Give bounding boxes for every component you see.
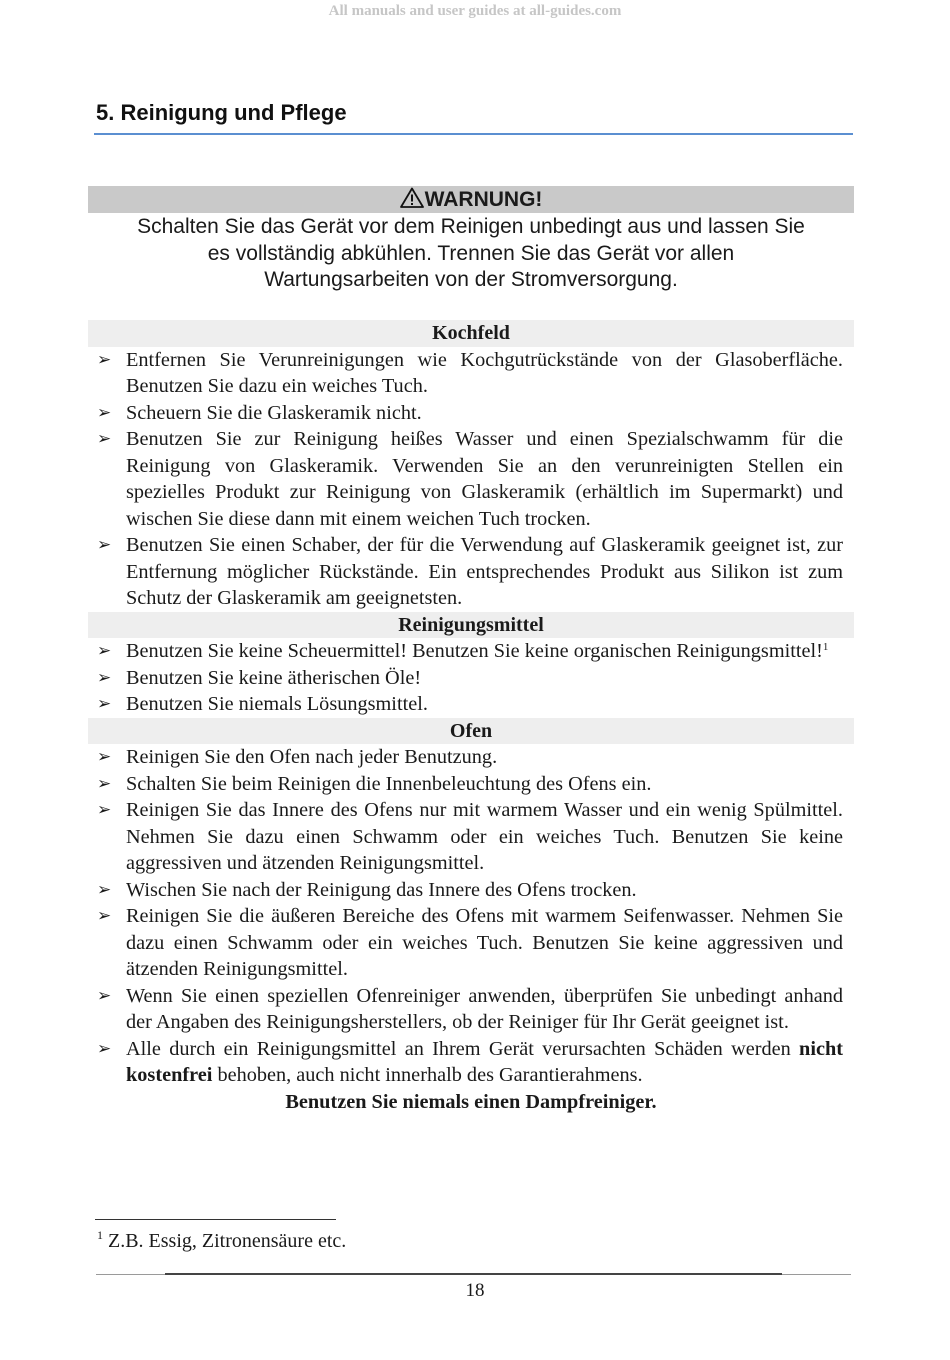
watermark: All manuals and user guides at all-guides.com	[328, 3, 622, 19]
cleaning-content	[88, 320, 854, 1115]
heading-ofen: Ofen	[88, 718, 854, 745]
warning-text	[88, 214, 854, 294]
arrow-bullet-icon: ➢	[97, 641, 112, 661]
list-item	[88, 638, 854, 665]
warning-heading-bar	[88, 186, 854, 213]
warning-heading: WARNUNG!	[424, 188, 543, 211]
warning-triangle-icon	[400, 187, 424, 208]
list-item	[88, 1036, 854, 1089]
arrow-bullet-icon: ➢	[97, 535, 112, 555]
arrow-bullet-icon: ➢	[97, 1038, 112, 1059]
page-number: 18	[465, 1280, 485, 1301]
arrow-bullet-icon: ➢	[97, 349, 112, 370]
list-item-text: behoben, auch nicht innerhalb des Garantierahmens.	[212, 1064, 643, 1086]
list-item	[88, 426, 854, 532]
list-item	[88, 744, 854, 771]
footer-rule-accent	[165, 1273, 782, 1275]
list-item	[88, 532, 854, 612]
list-item-text: Wenn Sie einen speziellen Ofenreiniger anwenden, überprüfen Sie unbedingt anhand der Angaben des Reinigungsherstellers, ob der Reiniger für Ihr Gerät geeignet ist.	[126, 984, 843, 1033]
list-item	[88, 691, 854, 718]
list-item-text: Benutzen Sie keine Scheuermittel! Benutzen Sie keine organischen Reinigungsmittel!	[126, 640, 823, 662]
list-item-text: Scheuern Sie die Glaskeramik nicht.	[126, 401, 422, 424]
arrow-bullet-icon: ➢	[97, 402, 112, 423]
arrow-bullet-icon: ➢	[97, 879, 112, 900]
footnote-text: Z.B. Essig, Zitronensäure etc.	[103, 1230, 347, 1252]
list-item-text: Schalten Sie beim Reinigen die Innenbeleuchtung des Ofens ein.	[126, 772, 652, 795]
arrow-bullet-icon: ➢	[97, 429, 112, 449]
list-item	[88, 877, 854, 904]
list-item-text: Benutzen Sie niemals Lösungsmittel.	[126, 693, 428, 715]
warning-line: Wartungsarbeiten von der Stromversorgung.	[264, 268, 678, 291]
reinigungsmittel-list	[88, 638, 854, 718]
list-item-text: Wischen Sie nach der Reinigung das Innere des Ofens trocken.	[126, 878, 637, 901]
list-item	[88, 983, 854, 1036]
arrow-bullet-icon: ➢	[97, 667, 112, 688]
heading-kochfeld: Kochfeld	[88, 320, 854, 347]
list-item-text: Reinigen Sie die äußeren Bereiche des Ofens mit warmem Seifenwasser. Nehmen Sie dazu einen Schwamm oder ein weiches Tuch. Benutzen Sie keine aggressiven und ätzenden Reinigungsmittel.	[126, 905, 843, 980]
arrow-bullet-icon: ➢	[97, 800, 112, 820]
list-item-text: Reinigen Sie das Innere des Ofens nur mit warmem Wasser und ein wenig Spülmittel. Nehmen Sie dazu einen Schwamm oder ein weiches Tuch. Benutzen Sie keine aggressiven und ätzenden Reinigungsmittel.	[126, 799, 843, 874]
footnote-marker: 1	[97, 1228, 103, 1242]
footnote	[97, 1230, 346, 1253]
warning-line: es vollständig abkühlen. Trennen Sie das Gerät vor allen	[207, 241, 735, 265]
kochfeld-list	[88, 347, 854, 612]
ofen-list	[88, 744, 854, 1089]
list-item-text: Reinigen Sie den Ofen nach jeder Benutzung.	[126, 746, 498, 768]
list-item-text: Entfernen Sie Verunreinigungen wie Kochgutrückstände von der Glasoberfläche. Benutzen Sie dazu ein weiches Tuch.	[126, 348, 843, 397]
list-item	[88, 400, 854, 427]
list-item	[88, 665, 854, 692]
arrow-bullet-icon: ➢	[97, 906, 112, 926]
title-rule	[94, 133, 853, 135]
list-item-text: Benutzen Sie keine ätherischen Öle!	[126, 666, 422, 689]
list-item-text: Benutzen Sie zur Reinigung heißes Wasser und einen Spezialschwamm für die Reinigung von Glaskeramik. Verwenden Sie an den verunreinigten Stellen ein spezielles Produkt zur Reinigung von Glaskeramik (erhältlich im Supermarkt) und wischen Sie diese dann mit einem weichen Tuch trocken.	[126, 428, 843, 530]
arrow-bullet-icon: ➢	[97, 985, 112, 1006]
arrow-bullet-icon: ➢	[97, 773, 112, 794]
list-item-text: Benutzen Sie einen Schaber, der für die Verwendung auf Glaskeramik geeignet ist, zur Entfernung möglicher Rückstände. Ein entsprechendes Produkt aus Silikon ist zum Schutz der Glaskeramik am geeignetsten.	[126, 534, 843, 609]
list-item	[88, 903, 854, 983]
steam-cleaner-notice: Benutzen Sie niemals einen Dampfreiniger.	[285, 1090, 657, 1113]
list-item	[88, 771, 854, 798]
arrow-bullet-icon: ➢	[97, 747, 112, 767]
emphasis-not-free: nicht kostenfrei	[126, 1037, 843, 1086]
section-title: 5. Reinigung und Pflege	[96, 100, 347, 125]
list-item	[88, 347, 854, 400]
list-item-text: Alle durch ein Reinigungsmittel an Ihrem Gerät verursachten Schäden werden	[126, 1037, 800, 1060]
heading-reinigungsmittel: Reinigungsmittel	[88, 612, 854, 639]
arrow-bullet-icon: ➢	[97, 694, 112, 714]
list-item	[88, 797, 854, 877]
footnote-rule	[95, 1219, 336, 1220]
footnote-reference: 1	[822, 641, 829, 653]
warning-line: Schalten Sie das Gerät vor dem Reinigen unbedingt aus und lassen Sie	[137, 215, 805, 238]
